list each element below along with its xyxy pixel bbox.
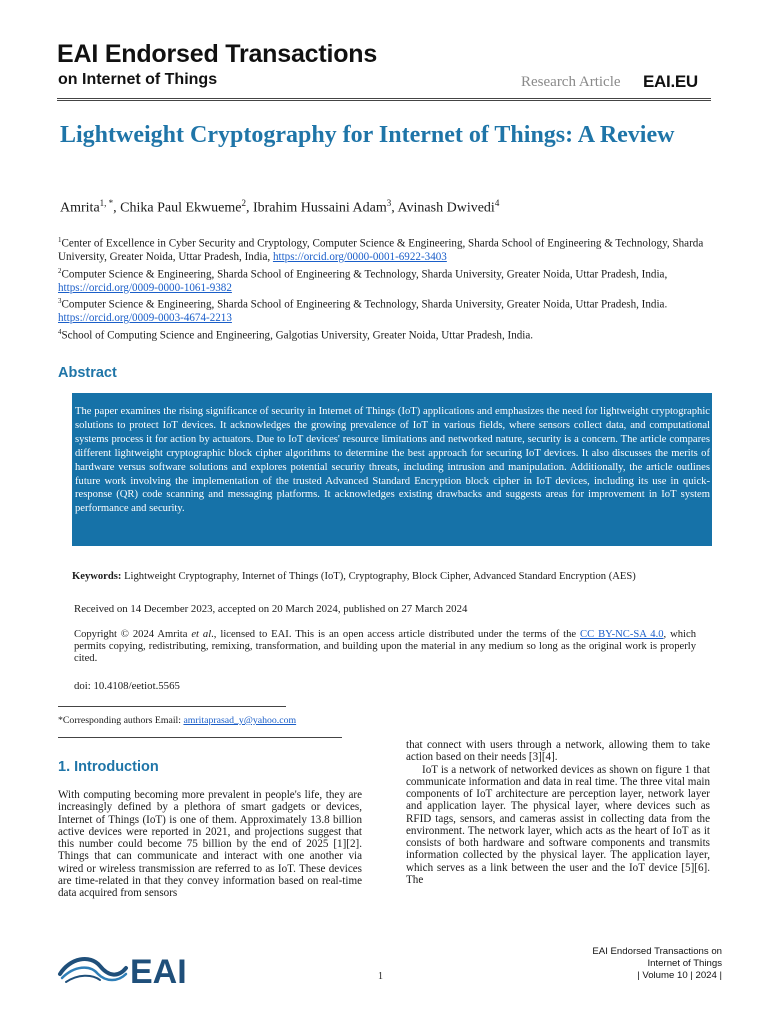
author-name: Ibrahim Hussaini Adam [252, 200, 387, 216]
paper-title: Lightweight Cryptography for Internet of Things: A Review [60, 122, 675, 148]
introduction-left-column: With computing becoming more prevalent in people's life, they are increasingly defined by a plethora of smart gadgets or devices, Internet of Things (IoT) is one of them. Approximately 13.8 billion active devices were reported in 2021, and projections suggest that this number could become 75 billion by the end of 2025 [1][2]. Things that can communicate and interact with one another via wired or wireless transmission are referred to as IoT. These devices are time-related in that they convey information based on real-time data acquired from sensors [58, 789, 362, 899]
footer-journal-info [522, 946, 722, 982]
doi: doi: 10.4108/eetiot.5565 [74, 680, 180, 692]
affiliation-mark: 4 [58, 327, 62, 336]
affiliation-text: Computer Science & Engineering, Sharda School of Engineering & Technology, Sharda University, Greater Noida, Uttar Pradesh, India. [61, 298, 668, 311]
author-affiliation-mark: 3 [386, 198, 392, 208]
orcid-link[interactable]: https://orcid.org/0000-0001-6922-3403 [272, 251, 447, 264]
footer-journal-line: EAI Endorsed Transactions on [592, 946, 722, 957]
affiliation-item [58, 326, 718, 343]
footer-journal-line: Internet of Things [647, 958, 722, 969]
introduction-right-column [406, 739, 710, 886]
affiliation-text: Center of Excellence in Cyber Security and Cryptology, Computer Science & Engineering, Sharda School of Engineering & Technology, Sharda University, Greater Noida, Uttar Pradesh, India, [58, 237, 704, 264]
corresponding-email-link[interactable]: amritaprasad_y@yahoo.com [183, 715, 297, 726]
header-divider [57, 98, 711, 99]
author-name: Amrita [60, 200, 100, 216]
author-name: Avinash Dwivedi [397, 200, 495, 216]
affiliation-mark: 1 [58, 236, 62, 244]
author-name: Chika Paul Ekwueme [120, 200, 242, 216]
author-affiliation-mark: 1, * [99, 198, 114, 208]
orcid-link[interactable]: https://orcid.org/0009-0000-1061-9382 [58, 281, 232, 294]
license-link[interactable]: CC BY-NC-SA 4.0 [580, 629, 664, 640]
affiliation-mark: 3 [58, 297, 62, 305]
corresponding-label: *Corresponding authors Email: [58, 715, 184, 726]
author-affiliation-mark: 2 [241, 198, 246, 208]
received-dates: Received on 14 December 2023, accepted on 20 March 2024, published on 27 March 2024 [74, 603, 468, 615]
footnote-divider [58, 706, 286, 707]
abstract-heading: Abstract [58, 365, 117, 381]
author-list: Amrita$^{1, *}$, Chika Paul Ekwueme$^2$, Ibrahim Hussaini Adam$^3$, Avinash Dwivedi$^4$ [60, 198, 500, 216]
page-number: 1 [378, 971, 383, 982]
eai-logo [56, 948, 186, 988]
keywords-text: Lightweight Cryptography, Internet of Things (IoT), Cryptography, Block Cipher, Advanced Standard Encryption (AES) [121, 571, 636, 582]
footnote-divider-bottom [58, 737, 342, 738]
header-divider-secondary [57, 100, 711, 101]
keywords-label: Keywords: [72, 571, 122, 582]
affiliation-list [58, 234, 718, 343]
copyright-post: , which permits copying, redistributing, remixing, transformation, and building upon the material in any medium so long as the original work is properly cited. [74, 629, 696, 664]
affiliation-mark: 2 [58, 266, 62, 275]
affiliation-item [58, 265, 718, 296]
copyright-mid: ., licensed to EAI. This is an open access article distributed under the terms of the [211, 629, 581, 640]
paragraph: IoT is a network of networked devices as shown on figure 1 that communicate information and data in real time. The three vital main components of IoT architecture are perception layer, network layer and application layer. The physical layer, where devices such as RFID tags, sensors, and cameras assist in collecting data from the environment. The network layer, which acts as the heart of IoT as it consists of both hardware and software components and transmits information collected by the physical layer. The application layer, which serves as a link between the user and the IoT device [5][6]. The [406, 763, 710, 886]
journal-subtitle: on Internet of Things [58, 71, 218, 88]
keywords [72, 571, 696, 583]
article-type-label: Research Article [521, 74, 621, 90]
author-affiliation-mark: 4 [494, 198, 500, 208]
affiliation-text: School of Computing Science and Engineering, Galgotias University, Greater Noida, Uttar Pradesh, India. [61, 329, 534, 342]
corresponding-author [58, 715, 296, 726]
eai-swirl-icon [56, 948, 186, 988]
copyright-notice [74, 629, 696, 664]
introduction-heading: 1. Introduction [58, 759, 159, 775]
copyright-etal: et al [191, 629, 212, 640]
abstract-text: The paper examines the rising significance of security in Internet of Things (IoT) applications and emphasizes the need for lightweight cryptographic solutions to protect IoT devices. It acknowledges the growing prevalence of IoT in various fields, where sensors collect data, and computational systems process it for action by actuators. Due to IoT devices' resource limitations and networked nature, security is a concern. The article compares different lightweight cryptographic block cipher algorithms to determine the best approach for securing IoT devices. It also discusses the merits of hardware versus software solutions and explores potential security threats, including intrusion and manipulation. Additionally, the article outlines future work involving the implementation of the trusted Advanced Standard Encryption block cipher in IoT devices, including its use in quick-response (QR) code scanning and messaging platforms. It acknowledges existing drawbacks and suggests areas for improvement in IoT system performance and security. [75, 406, 710, 515]
copyright-pre: Copyright © 2024 Amrita [74, 629, 192, 640]
affiliation-text: Computer Science & Engineering, Sharda School of Engineering & Technology, Sharda University, Greater Noida, Uttar Pradesh, India, [61, 268, 668, 281]
journal-title: EAI Endorsed Transactions [57, 40, 378, 68]
orcid-link[interactable]: https://orcid.org/0009-0003-4674-2213 [58, 312, 232, 325]
affiliation-item [58, 234, 718, 265]
footer-volume-line: | Volume 10 | 2024 | [637, 970, 722, 981]
brand-logo-text: EAI.EU [643, 72, 698, 91]
eai-logo-text: EAI [130, 953, 186, 988]
paragraph-continuation: that connect with users through a network, allowing them to take action based on their needs [3][4]. [406, 739, 710, 764]
affiliation-item [58, 295, 718, 326]
